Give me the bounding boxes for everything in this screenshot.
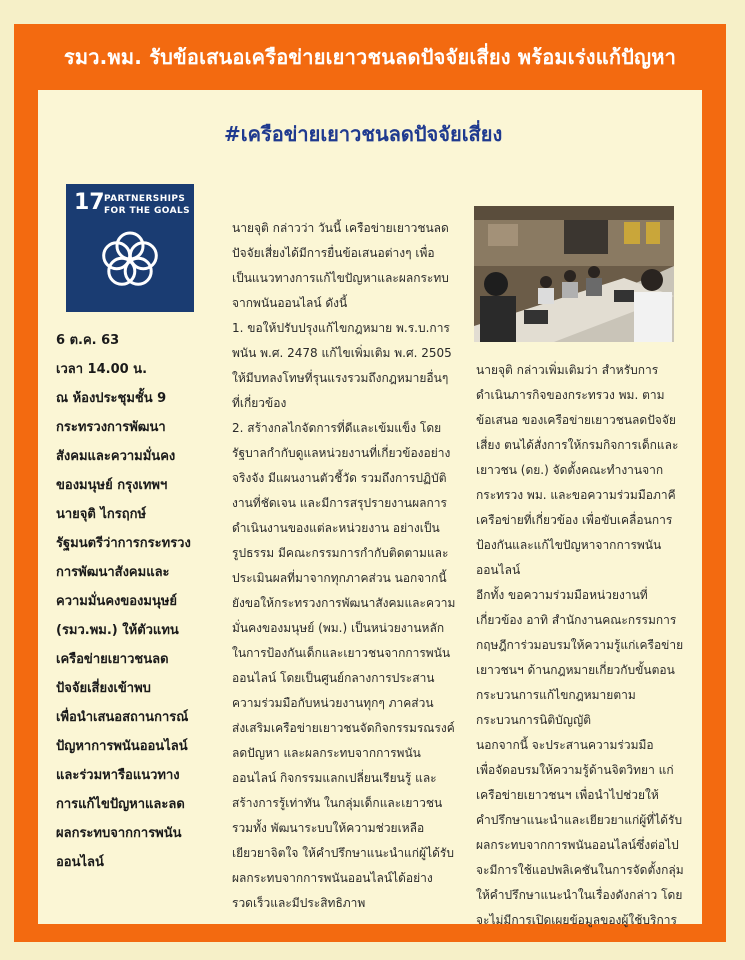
article-line: สร้างการรู้เท่าทัน ในกลุ่มเด็กและเยาวชน [232, 796, 443, 810]
article-line: นอกจากนี้ จะประสานความร่วมมือ [476, 738, 654, 752]
summary-line: ผลกระทบจากการพนัน [56, 826, 182, 841]
summary-line: ของมนุษย์ กรุงเทพฯ [56, 478, 168, 493]
summary-line: นายจุติ ไกรฤกษ์ [56, 507, 147, 522]
summary-line: การแก้ไขปัญหาและลด [56, 797, 185, 812]
article-line: 2. สร้างกลไกจัดการที่ดีและเข้มแข็ง โดย [232, 421, 442, 435]
article-line: เพื่อจัดอบรมให้ความรู้ด้านจิตวิทยา แก่ [476, 763, 674, 777]
article-line: อีกทั้ง ขอความร่วมมือหน่วยงานที่ [476, 588, 648, 602]
article-line: ดำเนินภารกิจของกระทรวง พม. ตาม [476, 388, 665, 402]
article-line: งานที่ชัดเจน และมีการสรุปรายงานผลการ [232, 496, 447, 510]
article-line: พนัน พ.ศ. 2478 แก้ไขเพิ่มเติม พ.ศ. 2505 [232, 346, 452, 360]
summary-line: การพัฒนาสังคมและ [56, 565, 170, 580]
meeting-photo [474, 206, 674, 342]
article-line: เครือข่ายที่เกี่ยวข้อง เพื่อขับเคลื่อนการ [476, 513, 673, 527]
article-line: รัฐบาลกำกับดูแลหน่วยงานที่เกี่ยวข้องอย่าง [232, 446, 451, 460]
hashtag-heading: #เครือข่ายเยาวชนลดปัจจัยเสี่ยง [224, 122, 503, 146]
article-line: นายจุติ กล่าวว่า วันนี้ เครือข่ายเยาวชนลด [232, 221, 449, 235]
summary-line: รัฐมนตรีว่าการกระทรวง [56, 536, 191, 551]
article-column-1 [232, 216, 476, 916]
summary-line: เครือข่ายเยาวชนลด [56, 652, 169, 667]
article-line: จากพนันออนไลน์ ดังนี้ [232, 296, 348, 310]
summary-column [56, 326, 232, 877]
article-line: ให้คำปรึกษาแนะนำในเรื่องดังกล่าว โดย [476, 888, 683, 902]
orange-frame [14, 24, 726, 942]
article-line: ข้อเสนอ ของเครือข่ายเยาวชนลดปัจจัย [476, 413, 676, 427]
article-line: ลดปัญหา และผลกระทบจากการพนัน [232, 746, 421, 760]
content-panel [38, 90, 702, 927]
meeting-room-illustration [474, 206, 674, 342]
article-line: รวดเร็วและมีประสิทธิภาพ [232, 896, 366, 910]
summary-line: สังคมและความมั่นคง [56, 449, 176, 464]
article-line: ในการป้องกันเด็กและเยาวชนจากการพนัน [232, 646, 451, 660]
article-line: เกี่ยวข้อง อาทิ สำนักงานคณะกรรมการ [476, 613, 677, 627]
article-line: ดำเนินงานของแต่ละหน่วยงาน อย่างเป็น [232, 521, 440, 535]
article-line: ประเมินผลที่มาจากทุกภาคส่วน นอกจากนี้ [232, 571, 447, 585]
article-line: รวมทั้ง พัฒนาระบบให้ความช่วยเหลือ [232, 821, 425, 835]
article-line: ส่งเสริมเครือข่ายเยาวชนจัดกิจกรรมรณรงค์ [232, 721, 455, 735]
sdg-title-line2: FOR THE GOALS [104, 206, 190, 216]
summary-line: ปัญหาการพนันออนไลน์ [56, 739, 188, 754]
article-line: จะมีการใช้แอปพลิเคชันในการจัดตั้งกลุ่ม [476, 863, 684, 877]
article-line: ยังขอให้กระทรวงการพัฒนาสังคมและความ [232, 596, 456, 610]
article-line: ผลกระทบจากการพนันออนไลน์ซึ่งต่อไป [476, 838, 679, 852]
article-line: ออนไลน์ [476, 563, 521, 577]
sdg-17-logo [66, 184, 194, 312]
summary-line: ความมั่นคงของมนุษย์ [56, 594, 178, 609]
summary-line: กระทรวงการพัฒนา [56, 420, 166, 435]
article-line: จะไม่มีการเปิดเผยข้อมูลของผู้ใช้บริการ [476, 913, 677, 927]
article-line: มั่นคงของมนุษย์ (พม.) เป็นหน่วยงานหลัก [232, 621, 445, 635]
summary-line: ณ ห้องประชุมชั้น 9 [56, 391, 167, 406]
article-line: นายจุติ กล่าวเพิ่มเติมว่า สำหรับการ [476, 363, 659, 377]
article-line: ออนไลน์ กิจกรรมแลกเปลี่ยนเรียนรู้ และ [232, 771, 437, 785]
article-line: กระทรวง พม. และขอความร่วมมือภาคี [476, 488, 676, 502]
article-line: ผลกระทบจากการพนันออนไลน์ได้อย่าง [232, 871, 433, 885]
article-line: ความร่วมมือกับหน่วยงานทุกๆ ภาคส่วน [232, 696, 434, 710]
article-line: เสี่ยง ตนได้สั่งการให้กรมกิจการเด็กและ [476, 438, 679, 452]
summary-line: เวลา 14.00 น. [56, 362, 148, 377]
article-line: กฤษฎีการ่วมอบรมให้ความรู้แก่เครือข่าย [476, 638, 684, 652]
summary-line: ออนไลน์ [56, 855, 104, 870]
article-line: เครือข่ายเยาวชนฯ เพื่อนำไปช่วยให้ [476, 788, 659, 802]
sdg-title-line1: PARTNERSHIPS [104, 194, 186, 204]
summary-line: 6 ต.ค. 63 [56, 333, 120, 348]
article-line: กระบวนการแก้ไขกฎหมายตาม [476, 688, 636, 702]
article-line: คำปรึกษาแนะนำและเยียวยาแก่ผู้ที่ได้รับ [476, 813, 683, 827]
five-rings-flower-icon [96, 226, 164, 294]
article-column-2 [476, 358, 694, 933]
summary-line: เพื่อนำเสนอสถานการณ์ [56, 710, 189, 725]
article-line: รูปธรรม มีคณะกรรมการกำกับติดตามและ [232, 546, 449, 560]
summary-line: และร่วมหารือแนวทาง [56, 768, 180, 783]
article-line: จริงจัง มีแผนงานตัวชี้วัด รวมถึงการปฏิบัติ [232, 471, 447, 485]
article-line: ที่เกี่ยวข้อง [232, 396, 287, 410]
article-line: ปัจจัยเสี่ยงได้มีการยื่นข้อเสนอต่างๆ เพื่อ [232, 246, 435, 260]
article-line: เยียวยาจิตใจ ให้คำปรึกษาแนะนำแก่ผู้ได้รับ [232, 846, 454, 860]
page-title: รมว.พม. รับข้อเสนอเครือข่ายเยาวชนลดปัจจัยเสี่ยง พร้อมเร่งแก้ปัญหา [63, 45, 677, 69]
summary-line: ปัจจัยเสี่ยงเข้าพบ [56, 681, 151, 696]
article-line: ป้องกันและแก้ไขปัญหาจากการพนัน [476, 538, 662, 552]
article-line: 1. ขอให้ปรับปรุงแก้ไขกฎหมาย พ.ร.บ.การ [232, 321, 450, 335]
article-line: เป็นแนวทางการแก้ไขปัญหาและผลกระทบ [232, 271, 449, 285]
article-line: เยาวชน (ดย.) จัดตั้งคณะทำงานจาก [476, 463, 664, 477]
article-line: เยาวชนฯ ด้านกฎหมายเกี่ยวกับขั้นตอน [476, 663, 675, 677]
article-line: กระบวนการนิติบัญญัติ [476, 713, 592, 727]
article-line: ให้มีบทลงโทษที่รุนแรงรวมถึงกฎหมายอื่นๆ [232, 371, 449, 385]
article-line: ออนไลน์ โดยเป็นศูนย์กลางการประสาน [232, 671, 435, 685]
sdg-number: 17 [74, 190, 105, 215]
summary-line: (รมว.พม.) ให้ตัวแทน [56, 623, 179, 638]
